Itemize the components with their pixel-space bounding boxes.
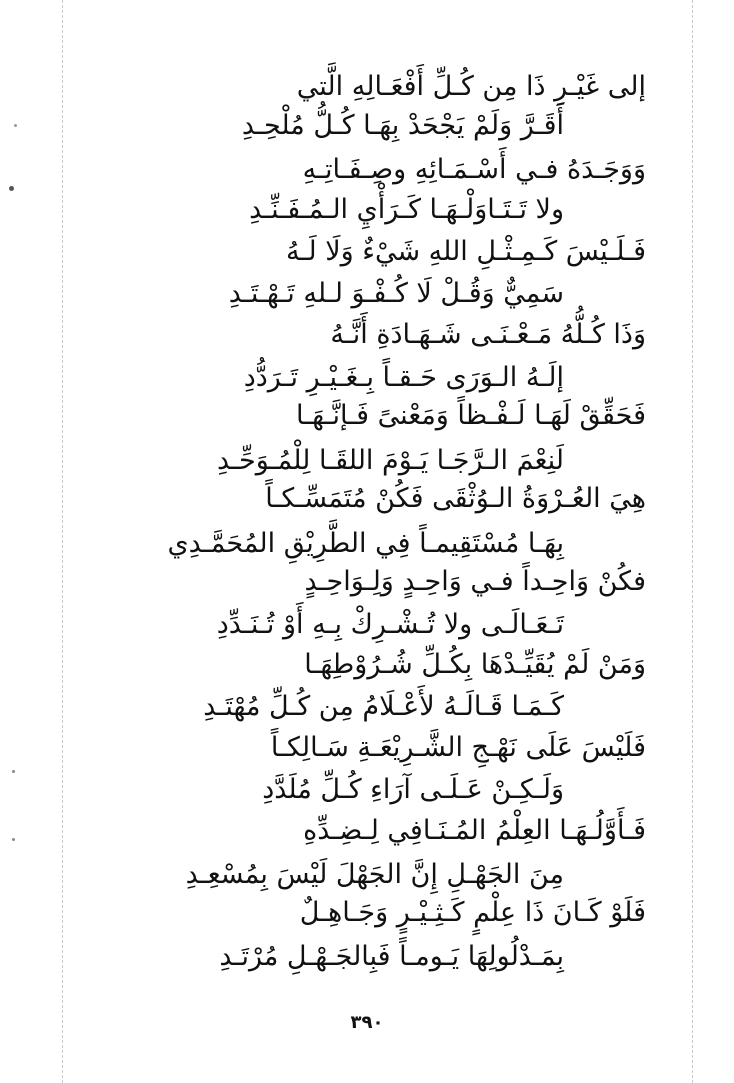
verse-7-first: فكُنْ وَاحِـداً فـي وَاحِـدٍ وَلِـوَاحِـدٍ — [304, 566, 646, 597]
verse-7-second: تَـعَـالَـى ولا تُـشْـرِكْ بِـهِ أَوْ تُـنَـدِّدِ — [216, 609, 564, 640]
verse-8-first: وَمَنْ لَمْ يُقَيِّـدْهَا بِكُـلِّ شُـرُوْطِهَـا — [304, 649, 646, 680]
verse-2-second: ولا تَـتَـاوَلْـهَـا كَـرَأْيِ الـمُـفَـنِّـدِ — [249, 194, 564, 225]
verse-10-first: فَـأَوَّلُـهَـا العِلْمُ المُـنَـافِي لِـضِـدِّهِ — [303, 815, 646, 846]
verse-6-second: بِهَـا مُسْتَقِيمـاً فِي الطَّرِيْقِ المُحَمَّـدِي — [167, 528, 564, 559]
verse-5-second: لَنِعْمَ الـرَّجَـا يَـوْمَ اللقَـا لِلْمُـوَحِّـدِ — [216, 445, 564, 476]
verse-11-second: بِمَـدْلُولِهَا يَـومـاً فَبِالجَـهْـلِ مُرْتَـدِ — [219, 941, 564, 972]
verse-9-first: فَلَيْسَ عَلَى نَهْـجِ الشَّـرِيْعَـةِ سَـالِكـاً — [270, 732, 646, 763]
verse-1-second: أَقَـرَّ وَلَمْ يَجْحَدْ بِهَـا كُـلُّ مُلْحِـدِ — [241, 110, 564, 141]
verse-2-first: وَوَجَـدَهُ فـي أَسْـمَـائِهِ وصِـفَـاتِـهِ — [302, 154, 646, 185]
verse-9-second: وَلَـكِـنْ عَـلَـى آرَاءِ كُـلِّ مُلَدَّدِ — [262, 774, 564, 805]
verse-1-first: إلى غَيْـرِ ذَا مِن كُـلِّ أَفْعَـالِهِ الَّتي — [296, 71, 646, 102]
page-number: ٣٩٠ — [350, 1012, 384, 1033]
verse-4-second: إلَـهُ الـوَرَى حَـقـاً بِـغَـيْـرِ تَـرَدُّدِ — [243, 362, 564, 393]
verse-3-first: فَـلَـيْسَ كَـمِـثْـلِ اللهِ شَيْءٌ وَلَا لَـهُ — [286, 236, 646, 267]
verse-6-first: هِيَ العُـرْوَةُ الـوُثْقَى فَكُنْ مُتَمَسِّـكـاً — [265, 483, 646, 514]
verse-11-first: فَلَوْ كَـانَ ذَا عِلْمٍ كَـثِـيْـرٍ وَجَـاهِـلٌ — [299, 897, 646, 928]
verse-10-second: مِنَ الجَهْـلِ إِنَّ الجَهْلَ لَيْسَ بِمُسْعِـدِ — [185, 859, 564, 890]
verse-8-second: كَـمَـا قَـالَـهُ لأَعْـلَامُ مِن كُـلِّ مُهْتَـدِ — [203, 691, 564, 722]
verse-5-first: فَحَقِّقْ لَهَـا لَـفْـظاً وَمَعْنىً فَـإنَّـهَـا — [296, 400, 646, 431]
verse-3-second: سَمِيٌّ وَقُـلْ لَا كُـفْـوَ لـلهِ تَـهْـتَـدِ — [228, 278, 564, 309]
verse-4-first: وَذَا كُـلُّهُ مَـعْـنَـى شَـهَـادَةِ أَنَّـهُ — [330, 319, 646, 350]
